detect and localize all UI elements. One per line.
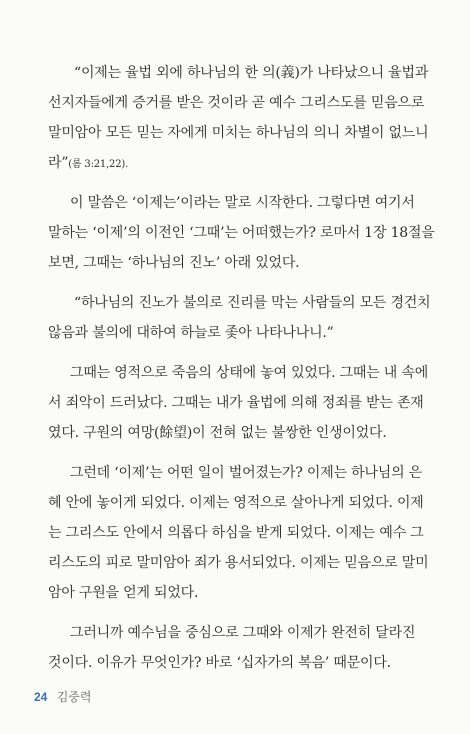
page-footer	[34, 688, 91, 705]
text-line: “이제는 율법 외에 하나님의 한 의(義)가 나타났으니 율법과	[74, 65, 429, 81]
page-number: 24	[34, 690, 48, 704]
text-line: 말미암아 모든 믿는 자에게 미치는 하나님의 의니 차별이 없느니	[48, 125, 429, 141]
text-line: 선지자들에게 증거를 받은 것이라 곧 예수 그리스도를 믿음으로	[48, 95, 425, 111]
text-line: 였다. 구원의 여망(餘望)이 전혀 없는 불쌍한 인생이었다.	[48, 425, 387, 441]
text-line: 보면, 그때는 ‘하나님의 진노’ 아래 있었다.	[48, 255, 300, 271]
text-line: 그런데 ‘이제’는 어떤 일이 벌어졌는가? 이제는 하나님의 은	[70, 465, 423, 481]
text-line: 이 말씀은 ‘이제는’이라는 말로 시작한다. 그렇다면 여기서	[70, 195, 415, 211]
text-line: 않음과 불의에 대하여 하늘로 좇아 나타나나니.”	[48, 325, 334, 341]
text-line: 리스도의 피로 말미암아 죄가 용서되었다. 이제는 믿음으로 말미	[48, 555, 429, 571]
text-line: 말하는 ‘이제’의 이전인 ‘그때’는 어떠했는가? 로마서 1장 18절을	[48, 225, 435, 241]
text-line: “하나님의 진노가 불의로 진리를 막는 사람들의 모든 경건치	[74, 295, 431, 311]
text-line: 서 죄악이 드러났다. 그때는 내가 율법에 의해 정죄를 받는 존재	[48, 395, 424, 411]
text-line-end: 라”	[48, 155, 69, 171]
text-line	[48, 148, 428, 178]
text-line: 그러니까 예수님을 중심으로 그때와 이제가 완전히 달라진	[70, 625, 416, 641]
scripture-citation: (롬 3:21,22).	[68, 159, 129, 170]
text-line: 암아 구원을 얻게 되었다.	[48, 585, 199, 601]
text-line: 는 그리스도 안에서 의롭다 하심을 받게 되었다. 이제는 예수 그	[48, 525, 424, 541]
text-line: 혜 안에 놓이게 되었다. 이제는 영적으로 살아나게 되었다. 이제	[48, 495, 424, 511]
body-text	[48, 58, 435, 678]
text-line: 그때는 영적으로 죽음의 상태에 놓여 있었다. 그때는 내 속에	[70, 365, 429, 381]
author-name: 김중력	[56, 690, 92, 704]
text-line: 것이다. 이유가 무엇인가? 바로 ‘십자가의 복음’ 때문이다.	[48, 655, 391, 671]
